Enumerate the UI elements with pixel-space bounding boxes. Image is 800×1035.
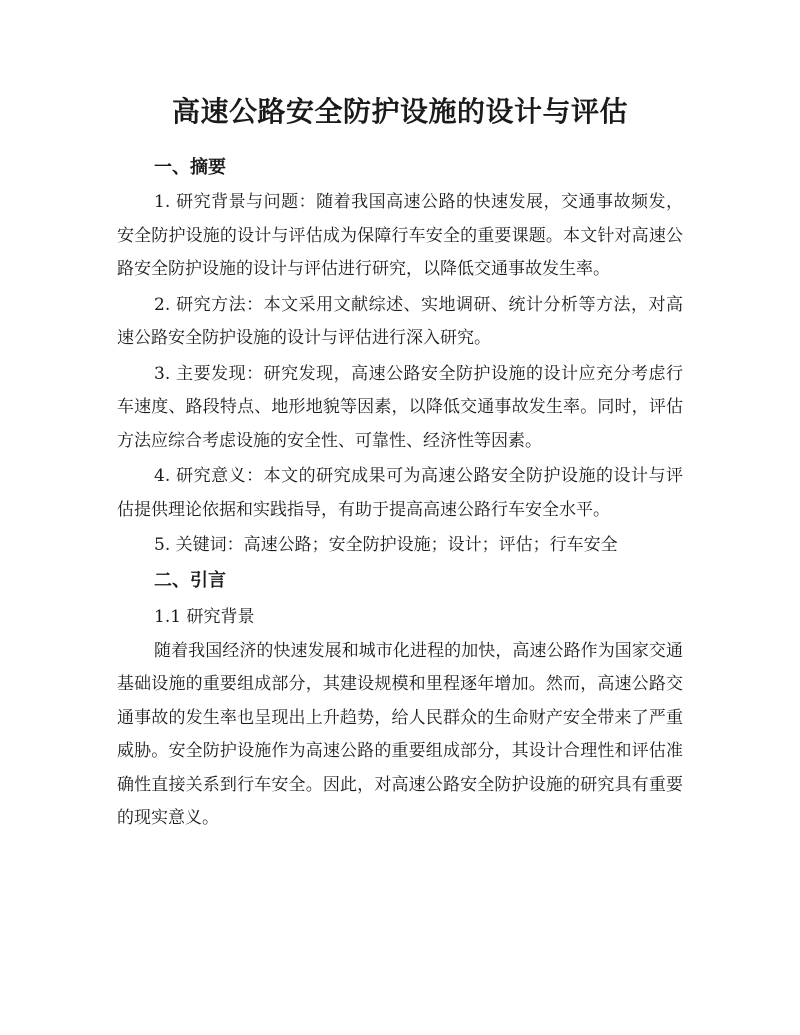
abstract-item-background: 1. 研究背景与问题：随着我国高速公路的快速发展，交通事故频发，安全防护设施的设计与评估成为保障行车安全的重要课题。本文针对高速公路安全防护设施的设计与评估进行研究，以降低交通事故发生率。 [117,192,683,279]
abstract-item-methods: 2. 研究方法：本文采用文献综述、实地调研、统计分析等方法，对高速公路安全防护设施的设计与评估进行深入研究。 [117,294,683,348]
abstract-item-findings: 3. 主要发现：研究发现，高速公路安全防护设施的设计应充分考虑行车速度、路段特点、地形地貌等因素，以降低交通事故发生率。同时，评估方法应综合考虑设施的安全性、可靠性、经济性等因素。 [117,363,683,451]
intro-sub-heading: 1.1 研究背景 [154,606,255,627]
intro-paragraph: 随着我国经济的快速发展和城市化进程的加快，高速公路作为国家交通基础设施的重要组成部分，其建设规模和里程逐年增加。然而，高速公路交通事故的发生率也呈现出上升趋势，给人民群众的生命财产安全带来了严重威胁。安全防护设施作为高速公路的重要组成部分，其设计合理性和评估准确性直接关系到行车安全。因此，对高速公路安全防护设施的研究具有重要的现实意义。 [117,640,683,828]
intro-heading: 二、引言 [154,569,226,591]
abstract-heading: 一、摘要 [154,157,226,178]
document-title: 高速公路安全防护设施的设计与评估 [171,95,628,128]
abstract-item-significance: 4. 研究意义：本文的研究成果可为高速公路安全防护设施的设计与评估提供理论依据和实践指导，有助于提高高速公路行车安全水平。 [117,466,683,520]
document-page [117,88,683,836]
abstract-item-keywords: 5. 关键词：高速公路；安全防护设施；设计；评估；行车安全 [154,535,618,555]
